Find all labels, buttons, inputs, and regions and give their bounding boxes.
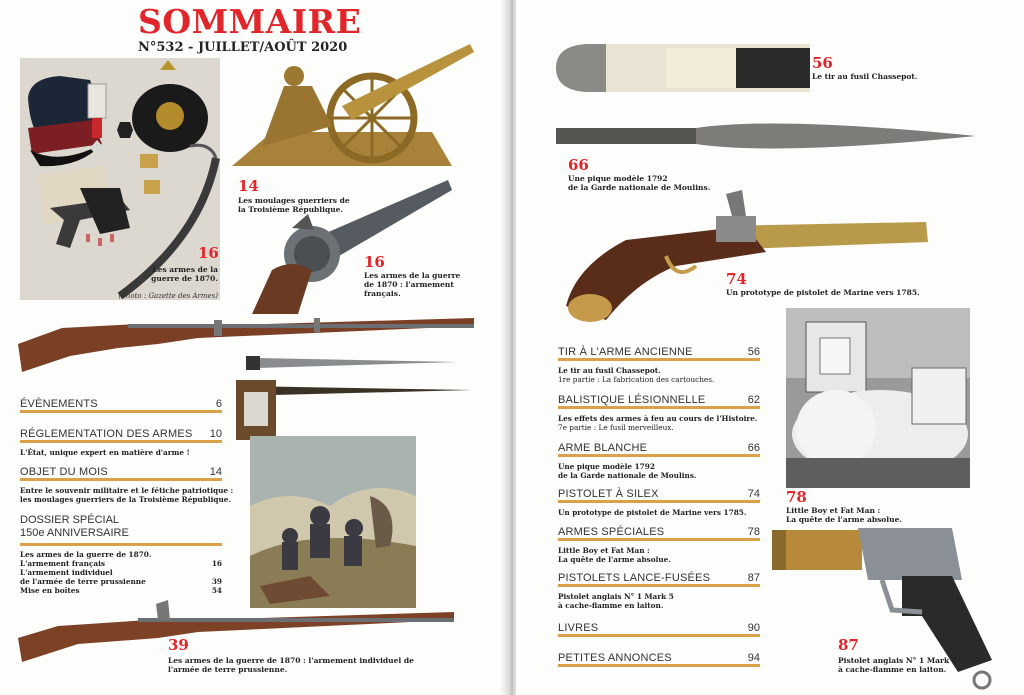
caption-number-74: 74 bbox=[726, 270, 747, 288]
caption-text-16b: Les armes de la guerre de 1870 : l'armement français. bbox=[364, 271, 461, 298]
section-page: 6 bbox=[215, 398, 222, 410]
section-arme-blanche[interactable] bbox=[558, 442, 760, 457]
militaria-photo bbox=[20, 58, 220, 300]
caption-number-56: 56 bbox=[812, 54, 833, 72]
section-label: PISTOLET À SILEX bbox=[558, 488, 659, 500]
section-reglementation[interactable] bbox=[20, 428, 222, 443]
caption-text-74: Un prototype de pistolet de Marine vers 1785. bbox=[726, 288, 920, 297]
section-description: Une pique modèle 1792 de la Garde nationale de Moulins. bbox=[558, 462, 697, 480]
photo-credit: (Photo : Gazette des Armes) bbox=[118, 292, 218, 300]
section-objet-du-mois[interactable] bbox=[20, 466, 222, 481]
atomic-bomb-photo bbox=[786, 308, 970, 488]
right-page bbox=[516, 0, 1024, 695]
caption-text-78: Little Boy et Fat Man : La quête de l'arme absolue. bbox=[786, 506, 902, 524]
section-description: Un prototype de pistolet de Marine vers 1785. bbox=[558, 508, 747, 517]
section-label: LIVRES bbox=[558, 622, 599, 634]
toc-entry[interactable]: L'armement français 16 bbox=[20, 559, 222, 568]
section-page: 94 bbox=[747, 652, 760, 664]
caption-text-66: Une pique modèle 1792 de la Garde nationale de Moulins. bbox=[568, 174, 711, 192]
section-pistolet-silex[interactable] bbox=[558, 488, 760, 503]
toc-entry[interactable]: Mise en boîtes 54 bbox=[20, 586, 222, 595]
caption-text-87: Pistolet anglais N° 1 Mark 5 à cache-flamme en laiton. bbox=[838, 656, 958, 674]
caption-text-39: Les armes de la guerre de 1870 : l'armement individuel de l'armée de terre prussienne. bbox=[168, 656, 414, 674]
caption-text-16a: Les armes de la guerre de 1870. bbox=[151, 265, 218, 283]
section-description: L'État, unique expert en matière d'arme ! bbox=[20, 448, 190, 457]
section-armes-speciales[interactable] bbox=[558, 526, 760, 541]
toc-entry[interactable]: L'armement individuel bbox=[20, 568, 113, 577]
section-page: 78 bbox=[747, 526, 760, 538]
section-label: OBJET DU MOIS bbox=[20, 466, 108, 478]
section-description: Little Boy et Fat Man : La quête de l'arme absolue. bbox=[558, 546, 671, 564]
section-page: 56 bbox=[747, 346, 760, 358]
caption-number-66: 66 bbox=[568, 156, 589, 174]
battle-painting bbox=[250, 436, 416, 608]
section-label: BALISTIQUE LÉSIONNELLE bbox=[558, 394, 706, 406]
section-description: Le tir au fusil Chassepot. 1re partie : La fabrication des cartouches. bbox=[558, 366, 715, 384]
section-dossier-special[interactable] bbox=[20, 514, 222, 546]
caption-number-39: 39 bbox=[168, 636, 189, 654]
section-petites-annonces[interactable] bbox=[558, 652, 760, 667]
section-page: 90 bbox=[747, 622, 760, 634]
caption-number-16b: 16 bbox=[364, 253, 385, 271]
section-label: PETITES ANNONCES bbox=[558, 652, 672, 664]
section-description: Pistolet anglais N° 1 Mark 5 à cache-flamme en laiton. bbox=[558, 592, 674, 610]
section-pistolets-lance-fusees[interactable] bbox=[558, 572, 760, 587]
section-page: 10 bbox=[209, 428, 222, 440]
section-label: RÉGLEMENTATION DES ARMES bbox=[20, 428, 193, 440]
section-label: ARME BLANCHE bbox=[558, 442, 648, 454]
section-page: 74 bbox=[747, 488, 760, 500]
toc-entry[interactable]: de l'armée de terre prussienne 39 bbox=[20, 577, 222, 586]
left-page bbox=[0, 0, 508, 695]
section-balistique[interactable] bbox=[558, 394, 760, 409]
caption-number-16a: 16 bbox=[198, 244, 219, 262]
section-page: 87 bbox=[747, 572, 760, 584]
chassepot-cartridge-photo bbox=[556, 40, 810, 96]
section-label: TIR À L'ARME ANCIENNE bbox=[558, 346, 693, 358]
issue-number: N°532 - JUILLET/AOÛT 2020 bbox=[138, 40, 348, 55]
cannon-sculpture-photo bbox=[232, 36, 474, 176]
pike-head-photo bbox=[556, 114, 976, 158]
section-page: 62 bbox=[747, 394, 760, 406]
section-description: Entre le souvenir militaire et le fétiche patriotique : les moulages guerriers de la Troisième République. bbox=[20, 486, 234, 504]
caption-text-56: Le tir au fusil Chassepot. bbox=[812, 72, 918, 81]
dossier-contents: Les armes de la guerre de 1870. L'armement français 16 L'armement individuel de l'armée de terre prussienne 39 Mise en boîtes 54 bbox=[20, 550, 222, 595]
section-page: 14 bbox=[209, 466, 222, 478]
chassepot-rifle-photo bbox=[18, 310, 478, 380]
section-label: ÉVÈNEMENTS bbox=[20, 398, 98, 410]
caption-text-14: Les moulages guerriers de la Troisième République. bbox=[238, 196, 350, 214]
section-page: 66 bbox=[747, 442, 760, 454]
bayonet-scabbard-photo bbox=[226, 372, 476, 440]
caption-number-14: 14 bbox=[238, 177, 259, 195]
section-label: ARMES SPÉCIALES bbox=[558, 526, 665, 538]
caption-number-78: 78 bbox=[786, 488, 807, 506]
section-livres[interactable] bbox=[558, 622, 760, 637]
flintlock-pistol-photo bbox=[566, 186, 932, 324]
page-title: SOMMAIRE bbox=[138, 2, 362, 41]
section-label: PISTOLETS LANCE-FUSÉES bbox=[558, 572, 711, 584]
section-tir-arme-ancienne[interactable] bbox=[558, 346, 760, 361]
caption-number-87: 87 bbox=[838, 636, 859, 654]
section-label: DOSSIER SPÉCIAL bbox=[20, 514, 120, 526]
section-evenements[interactable] bbox=[20, 398, 222, 413]
section-description: Les effets des armes à feu au cours de l'Histoire. 7e partie : Le fusil merveilleux. bbox=[558, 414, 758, 432]
section-label: 150e ANNIVERSAIRE bbox=[20, 527, 129, 539]
